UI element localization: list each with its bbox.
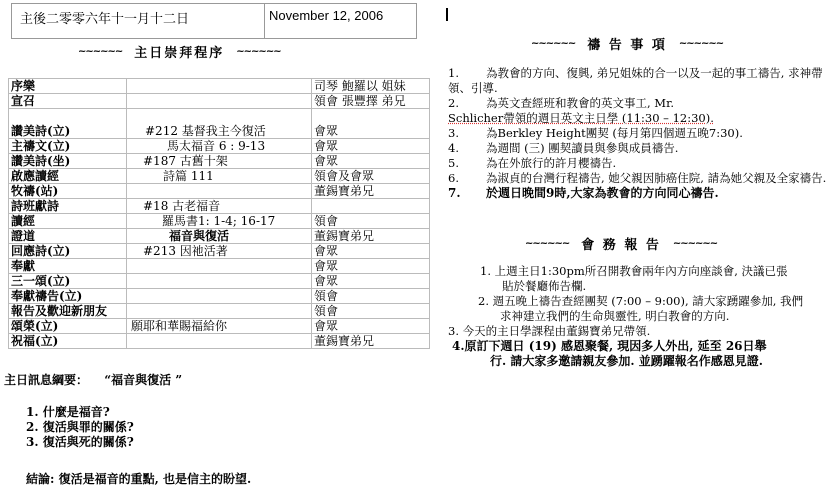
worship-item: 詩班獻詩 — [9, 199, 127, 214]
worship-item: 主禱文(立) — [9, 139, 127, 154]
worship-person: 會眾 — [312, 139, 430, 154]
text-cursor — [446, 8, 448, 21]
worship-row — [9, 259, 430, 274]
prayer-heading — [531, 34, 723, 53]
worship-item: 牧禱(站) — [9, 184, 127, 199]
worship-item: 證道 — [9, 229, 127, 244]
worship-row — [9, 109, 430, 139]
worship-row — [9, 184, 430, 199]
worship-row — [9, 154, 430, 169]
prayer-item: 7. 於週日晚間9時,大家為教會的方向同心禱告. — [448, 186, 719, 200]
worship-content: 馬太福音 6 : 9-13 — [127, 139, 312, 154]
affairs-heading — [525, 234, 717, 253]
decoration-left: ~~~~~~ — [531, 38, 576, 49]
worship-person: 領會 — [312, 214, 430, 229]
prayer-item: 2. 為英文查經班和教會的英文事工, Mr. — [448, 96, 674, 110]
prayer-list — [448, 66, 833, 201]
worship-item: 祝福(立) — [9, 334, 127, 349]
worship-content — [127, 304, 312, 319]
prayer-item: 6. 為淑貞的台灣行程禱告, 她父親因肺癌住院, 請為她父親及全家禱告. — [448, 171, 827, 185]
worship-person: 董錫寶弟兄 — [312, 229, 430, 244]
worship-person: 會眾 — [312, 319, 430, 334]
worship-item: 序樂 — [9, 79, 127, 94]
worship-item: 宣召 — [9, 94, 127, 109]
worship-person: 會眾 — [312, 154, 430, 169]
worship-row — [9, 79, 430, 94]
affairs-item: 4.原訂下週日 (19) 感恩聚餐, 現因多人外出, 延至 26日舉 行. 請大家多邀請親友參加. 並踴躍報名作感恩見證. — [452, 339, 767, 368]
worship-row — [9, 244, 430, 259]
message-point: 2. 復活與罪的關係? — [26, 420, 134, 434]
worship-row — [9, 304, 430, 319]
english-date: November 12, 2006 — [269, 8, 384, 23]
decoration-right: ~~~~~~ — [236, 46, 281, 57]
worship-row — [9, 319, 430, 334]
worship-item: 奉獻禱告(立) — [9, 289, 127, 304]
worship-content: 願耶和華賜福給你 — [127, 319, 312, 334]
message-title: “福音與復活 ” — [104, 373, 183, 387]
worship-person: 領會 — [312, 304, 430, 319]
worship-person — [312, 199, 430, 214]
affairs-item: 1. 上週主日1:30pm所召開教會兩年內方向座談會, 決議已張 貼於餐廳佈告欄. — [480, 264, 788, 293]
worship-row — [9, 334, 430, 349]
worship-person: 司琴 鮑羅以 姐妹 — [312, 79, 430, 94]
worship-person: 會眾 — [312, 109, 430, 139]
worship-row — [9, 229, 430, 244]
worship-order-table — [8, 78, 430, 349]
message-conclusion: 結論: 復活是福音的重點, 也是信主的盼望. — [26, 472, 252, 486]
worship-heading — [78, 42, 281, 61]
prayer-title: 禱 告 事 項 — [587, 38, 667, 53]
chinese-date: 主後二零零六年十一月十二日 — [12, 4, 265, 38]
worship-row — [9, 289, 430, 304]
prayer-item: 1. 為教會的方向、復興, 弟兄姐妹的合一以及一起的事工禱告, 求神帶領、引導. — [448, 66, 823, 95]
worship-row — [9, 169, 430, 184]
message-points — [26, 405, 134, 450]
message-label: 主日訊息綱要： — [4, 373, 89, 387]
worship-content: #18 古老福音 — [127, 199, 312, 214]
worship-person: 領會 張豐擇 弟兄 — [312, 94, 430, 109]
worship-row — [9, 214, 430, 229]
worship-row — [9, 274, 430, 289]
worship-item: 回應詩(立) — [9, 244, 127, 259]
message-point: 3. 復活與死的關係? — [26, 435, 134, 449]
worship-content — [127, 274, 312, 289]
worship-item: 讀經 — [9, 214, 127, 229]
worship-item: 奉獻 — [9, 259, 127, 274]
worship-row — [9, 94, 430, 109]
date-header — [11, 3, 417, 39]
worship-item: 啟應讀經 — [9, 169, 127, 184]
worship-content — [127, 334, 312, 349]
worship-content — [127, 79, 312, 94]
decoration-right: ~~~~~~ — [678, 38, 724, 49]
worship-content: #212 基督我主今復活 — [127, 109, 312, 139]
worship-person: 領會 — [312, 289, 430, 304]
worship-title: 主日崇拜程序 — [134, 46, 225, 61]
message-heading — [4, 371, 424, 388]
worship-person: 董錫寶弟兄 — [312, 184, 430, 199]
worship-item: 頌榮(立) — [9, 319, 127, 334]
worship-person: 領會及會眾 — [312, 169, 430, 184]
worship-person: 會眾 — [312, 244, 430, 259]
worship-content — [127, 289, 312, 304]
affairs-title: 會 務 報 告 — [581, 238, 661, 253]
worship-row — [9, 139, 430, 154]
prayer-item: 5. 為在外旅行的許月櫻禱告. — [448, 156, 617, 170]
worship-person: 會眾 — [312, 274, 430, 289]
worship-content: #187 古舊十架 — [127, 154, 312, 169]
message-point: 1. 什麼是福音? — [26, 405, 110, 419]
worship-row — [9, 199, 430, 214]
decoration-left: ~~~~~~ — [525, 238, 570, 249]
worship-person: 董錫寶弟兄 — [312, 334, 430, 349]
worship-content — [127, 259, 312, 274]
worship-item: 讚美詩(立) — [9, 109, 127, 139]
worship-content — [127, 94, 312, 109]
worship-content: #213 因祂活著 — [127, 244, 312, 259]
worship-content: 羅馬書1: 1-4; 16-17 — [127, 214, 312, 229]
worship-content: 詩篇 111 — [127, 169, 312, 184]
worship-item: 三一頌(立) — [9, 274, 127, 289]
worship-content: 福音與復活 — [127, 229, 312, 244]
prayer-item: 4. 為週間 (三) 團契讀員與參與成員禱告. — [448, 141, 679, 155]
affairs-item: 2. 週五晚上禱告查經團契 (7:00 – 9:00), 請大家踴躍參加, 我們 求神建立我們的生命與靈性, 明白教會的方向. — [478, 294, 804, 323]
affairs-list — [448, 264, 833, 369]
decoration-right: ~~~~~~ — [672, 238, 718, 249]
worship-item: 讚美詩(坐) — [9, 154, 127, 169]
prayer-item: 3. 為Berkley Height團契 (每月第四個週五晚7:30). — [448, 126, 743, 140]
worship-person: 會眾 — [312, 259, 430, 274]
prayer-item-continued: Schlicher帶領的週日英文主日學 (11:30 – 12:30). — [448, 111, 714, 125]
worship-content — [127, 184, 312, 199]
affairs-item: 3. 今天的主日學課程由董錫寶弟兄帶領. — [448, 324, 651, 338]
worship-item: 報告及歡迎新朋友 — [9, 304, 127, 319]
decoration-left: ~~~~~~ — [78, 46, 123, 57]
message-outline — [4, 371, 424, 486]
